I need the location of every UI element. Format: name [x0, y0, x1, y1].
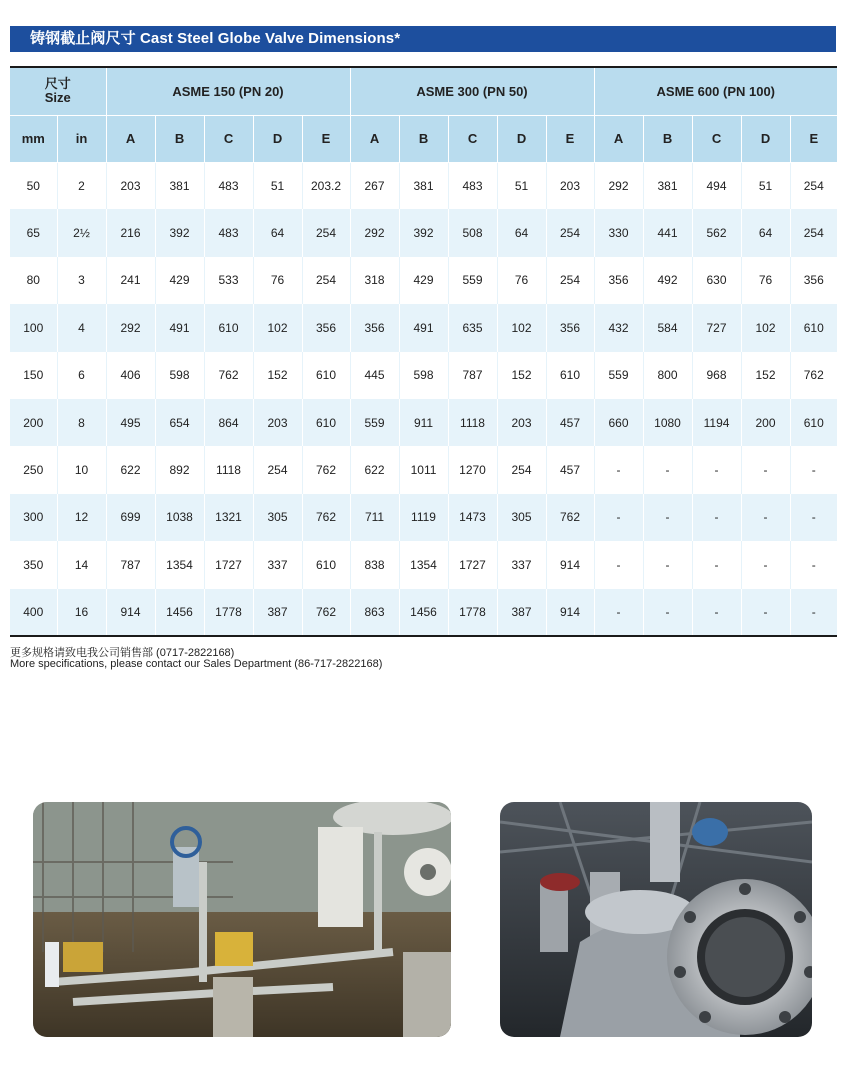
table-cell: 864: [204, 399, 253, 446]
column-header-in: in: [57, 115, 106, 162]
table-cell: 406: [106, 352, 155, 399]
table-cell: 337: [253, 541, 302, 588]
column-header-e: E: [790, 115, 837, 162]
table-cell: 8: [57, 399, 106, 446]
table-cell: 305: [497, 494, 546, 541]
table-cell: 610: [302, 399, 350, 446]
table-cell: 838: [350, 541, 399, 588]
table-cell: 292: [106, 304, 155, 351]
table-cell: 968: [692, 352, 741, 399]
dimensions-table: [10, 66, 837, 637]
table-cell: 495: [106, 399, 155, 446]
table-cell: 1321: [204, 494, 253, 541]
column-header-d: D: [741, 115, 790, 162]
table-cell: 622: [350, 446, 399, 493]
table-cell: 483: [204, 209, 253, 256]
table-cell: 429: [155, 257, 204, 304]
table-cell: 1118: [448, 399, 497, 446]
table-cell: -: [741, 446, 790, 493]
table-cell: 457: [546, 399, 594, 446]
table-cell: 1270: [448, 446, 497, 493]
table-cell: 152: [253, 352, 302, 399]
table-cell: 50: [10, 162, 57, 209]
table-cell: 483: [448, 162, 497, 209]
column-header-a: A: [594, 115, 643, 162]
table-cell: 562: [692, 209, 741, 256]
table-cell: -: [643, 541, 692, 588]
size-header: [10, 67, 106, 115]
table-cell: 492: [643, 257, 692, 304]
table-cell: 727: [692, 304, 741, 351]
column-header-c: C: [204, 115, 253, 162]
table-cell: 654: [155, 399, 204, 446]
table-cell: 200: [10, 399, 57, 446]
table-cell: 914: [106, 589, 155, 636]
table-cell: 6: [57, 352, 106, 399]
table-cell: 203.2: [302, 162, 350, 209]
table-row: [10, 257, 837, 304]
table-body: [10, 162, 837, 636]
table-row: [10, 162, 837, 209]
group-header-asme300: ASME 300 (PN 50): [350, 67, 594, 115]
table-cell: -: [741, 494, 790, 541]
table-cell: 203: [497, 399, 546, 446]
contact-note-cn: 更多规格请致电我公司销售部 (0717-2822168): [10, 647, 235, 659]
table-cell: -: [790, 446, 837, 493]
table-cell: 254: [790, 209, 837, 256]
table-cell: 762: [302, 446, 350, 493]
table-cell: 1119: [399, 494, 448, 541]
column-header-d: D: [253, 115, 302, 162]
table-cell: 254: [497, 446, 546, 493]
table-cell: 254: [253, 446, 302, 493]
group-header-asme150: ASME 150 (PN 20): [106, 67, 350, 115]
table-cell: -: [692, 541, 741, 588]
table-cell: 102: [497, 304, 546, 351]
table-cell: 292: [594, 162, 643, 209]
table-cell: 10: [57, 446, 106, 493]
table-cell: 16: [57, 589, 106, 636]
table-cell: 1354: [155, 541, 204, 588]
table-cell: 216: [106, 209, 155, 256]
table-cell: 254: [546, 209, 594, 256]
table-cell: 911: [399, 399, 448, 446]
table-cell: 200: [741, 399, 790, 446]
table-cell: 610: [302, 352, 350, 399]
table-cell: 445: [350, 352, 399, 399]
table-cell: 1080: [643, 399, 692, 446]
table-cell: 1011: [399, 446, 448, 493]
table-cell: -: [790, 494, 837, 541]
table-cell: 483: [204, 162, 253, 209]
table-cell: -: [594, 541, 643, 588]
table-cell: 392: [399, 209, 448, 256]
table-cell: 610: [204, 304, 253, 351]
table-cell: 64: [253, 209, 302, 256]
table-cell: 622: [106, 446, 155, 493]
table-cell: 914: [546, 541, 594, 588]
table-cell: 598: [155, 352, 204, 399]
table-cell: 598: [399, 352, 448, 399]
group-header-row: [10, 67, 837, 115]
column-header-a: A: [106, 115, 155, 162]
column-header-c: C: [692, 115, 741, 162]
table-cell: 254: [546, 257, 594, 304]
table-row: [10, 589, 837, 636]
table-cell: 12: [57, 494, 106, 541]
table-cell: 51: [741, 162, 790, 209]
table-cell: 203: [546, 162, 594, 209]
table-cell: 1354: [399, 541, 448, 588]
table-cell: 491: [399, 304, 448, 351]
table-cell: 4: [57, 304, 106, 351]
table-cell: 65: [10, 209, 57, 256]
table-row: [10, 304, 837, 351]
column-header-d: D: [497, 115, 546, 162]
table-cell: 241: [106, 257, 155, 304]
table-cell: 203: [106, 162, 155, 209]
table-cell: 203: [253, 399, 302, 446]
table-cell: 508: [448, 209, 497, 256]
table-cell: 1473: [448, 494, 497, 541]
column-header-e: E: [302, 115, 350, 162]
table-cell: 356: [546, 304, 594, 351]
table-cell: 2: [57, 162, 106, 209]
table-cell: 102: [741, 304, 790, 351]
table-cell: 432: [594, 304, 643, 351]
table-cell: 102: [253, 304, 302, 351]
column-header-b: B: [399, 115, 448, 162]
table-cell: 400: [10, 589, 57, 636]
table-cell: 787: [106, 541, 155, 588]
table-cell: 892: [155, 446, 204, 493]
table-cell: 762: [204, 352, 253, 399]
table-cell: 76: [741, 257, 790, 304]
table-cell: 1118: [204, 446, 253, 493]
table-cell: 699: [106, 494, 155, 541]
table-cell: 584: [643, 304, 692, 351]
table-cell: 1194: [692, 399, 741, 446]
table-cell: 356: [790, 257, 837, 304]
table-cell: 51: [497, 162, 546, 209]
table-cell: 660: [594, 399, 643, 446]
table-cell: 387: [497, 589, 546, 636]
table-cell: 762: [302, 494, 350, 541]
table-cell: 64: [741, 209, 790, 256]
table-cell: -: [790, 589, 837, 636]
table-cell: 381: [643, 162, 692, 209]
column-header-row: [10, 115, 837, 162]
table-cell: -: [692, 494, 741, 541]
table-cell: 76: [253, 257, 302, 304]
table-cell: 2½: [57, 209, 106, 256]
table-cell: 3: [57, 257, 106, 304]
table-cell: 1456: [399, 589, 448, 636]
table-cell: 1456: [155, 589, 204, 636]
table-cell: 356: [350, 304, 399, 351]
table-cell: 1778: [448, 589, 497, 636]
table-cell: 14: [57, 541, 106, 588]
table-cell: 610: [546, 352, 594, 399]
table-cell: 254: [302, 209, 350, 256]
table-cell: 387: [253, 589, 302, 636]
table-cell: 292: [350, 209, 399, 256]
table-cell: 350: [10, 541, 57, 588]
table-cell: 51: [253, 162, 302, 209]
table-cell: 254: [302, 257, 350, 304]
valve-closeup-photo: [500, 802, 812, 1037]
table-cell: 337: [497, 541, 546, 588]
table-row: [10, 209, 837, 256]
column-header-mm: mm: [10, 115, 57, 162]
contact-note: [10, 648, 382, 670]
table-cell: 491: [155, 304, 204, 351]
table-cell: -: [594, 494, 643, 541]
table-cell: 318: [350, 257, 399, 304]
size-header-cn: 尺寸: [44, 76, 71, 92]
table-cell: -: [643, 494, 692, 541]
table-cell: 267: [350, 162, 399, 209]
table-cell: -: [790, 541, 837, 588]
installation-site-photo: [33, 802, 451, 1037]
table-cell: 250: [10, 446, 57, 493]
table-cell: 559: [448, 257, 497, 304]
table-cell: -: [643, 446, 692, 493]
table-cell: 559: [594, 352, 643, 399]
table-row: [10, 446, 837, 493]
page-title: 铸钢截止阀尺寸 Cast Steel Globe Valve Dimensions*: [10, 26, 836, 52]
column-header-b: B: [643, 115, 692, 162]
table-cell: 800: [643, 352, 692, 399]
contact-note-en: More specifications, please contact our Sales Department (86-717-2822168): [10, 658, 383, 670]
table-cell: 441: [643, 209, 692, 256]
table-cell: 300: [10, 494, 57, 541]
table-cell: -: [692, 446, 741, 493]
table-cell: 76: [497, 257, 546, 304]
column-header-e: E: [546, 115, 594, 162]
table-cell: 762: [546, 494, 594, 541]
table-cell: 152: [497, 352, 546, 399]
table-row: [10, 541, 837, 588]
table-cell: 457: [546, 446, 594, 493]
table-cell: 863: [350, 589, 399, 636]
table-cell: 610: [790, 304, 837, 351]
table-row: [10, 494, 837, 541]
table-cell: 305: [253, 494, 302, 541]
table-cell: 1727: [448, 541, 497, 588]
table-cell: -: [594, 446, 643, 493]
table-row: [10, 399, 837, 446]
column-header-c: C: [448, 115, 497, 162]
table-cell: 762: [302, 589, 350, 636]
table-cell: 381: [399, 162, 448, 209]
table-cell: -: [594, 589, 643, 636]
table-cell: 914: [546, 589, 594, 636]
table-cell: 533: [204, 257, 253, 304]
table-cell: 1038: [155, 494, 204, 541]
table-cell: 1778: [204, 589, 253, 636]
table-cell: 356: [302, 304, 350, 351]
table-cell: 356: [594, 257, 643, 304]
table-cell: 392: [155, 209, 204, 256]
table-cell: 150: [10, 352, 57, 399]
table-cell: -: [741, 589, 790, 636]
column-header-a: A: [350, 115, 399, 162]
table-cell: -: [643, 589, 692, 636]
table-row: [10, 352, 837, 399]
table-cell: 80: [10, 257, 57, 304]
column-header-b: B: [155, 115, 204, 162]
table-cell: 429: [399, 257, 448, 304]
table-cell: 152: [741, 352, 790, 399]
table-cell: -: [741, 541, 790, 588]
table-cell: 254: [790, 162, 837, 209]
table-cell: 64: [497, 209, 546, 256]
table-cell: 711: [350, 494, 399, 541]
table-cell: 100: [10, 304, 57, 351]
table-cell: 330: [594, 209, 643, 256]
table-cell: 494: [692, 162, 741, 209]
table-cell: 630: [692, 257, 741, 304]
group-header-asme600: ASME 600 (PN 100): [594, 67, 837, 115]
table-cell: 1727: [204, 541, 253, 588]
table-cell: 381: [155, 162, 204, 209]
size-header-en: Size: [44, 90, 71, 106]
table-cell: 787: [448, 352, 497, 399]
table-cell: -: [692, 589, 741, 636]
table-cell: 559: [350, 399, 399, 446]
table-cell: 610: [790, 399, 837, 446]
table-cell: 635: [448, 304, 497, 351]
table-cell: 762: [790, 352, 837, 399]
table-cell: 610: [302, 541, 350, 588]
